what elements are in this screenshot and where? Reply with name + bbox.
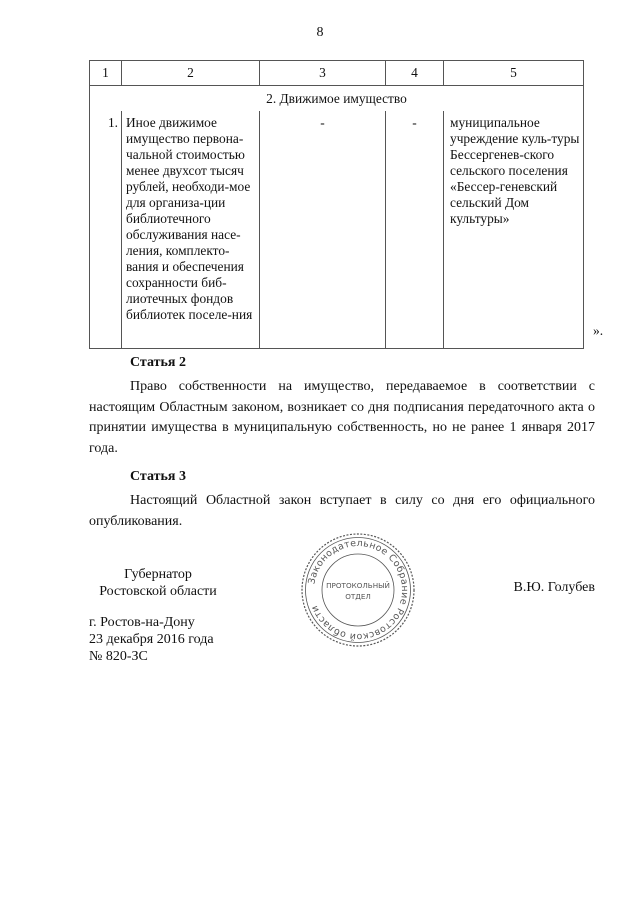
col3-value: - <box>260 111 386 349</box>
role-line-1: Губернатор <box>124 567 192 582</box>
seal-ring-text: Законодательное Собрание Ростовской области <box>306 537 411 643</box>
article-2-title: Статья 2 <box>130 355 186 370</box>
header-cell: 4 <box>386 61 444 86</box>
signatory-role <box>89 566 227 600</box>
place-date-block <box>89 614 214 665</box>
property-table <box>89 60 584 349</box>
header-cell: 5 <box>444 61 584 86</box>
law-number: № 820-ЗС <box>89 649 148 664</box>
article-3-text: Настоящий Областной закон вступает в силу со дня его официального опубликования. <box>89 493 595 529</box>
role-line-2: Ростовской области <box>99 584 217 599</box>
header-cell: 1 <box>90 61 122 86</box>
section-title: 2. Движимое имущество <box>90 86 584 112</box>
signing-date: 23 декабря 2016 года <box>89 632 214 647</box>
property-name: Иное движимое имущество первона-чальной стоимостью менее двухсот тысяч рублей, необходи-мое для организа-ции библиотечного обслуживания насе-ления, комплекто-вания и обеспечения сохранности биб-лиотечных фондов библиотек поселе-ния <box>122 111 260 349</box>
signatory-name: В.Ю. Голубев <box>513 580 595 595</box>
article-3-title: Статья 3 <box>130 469 186 484</box>
table-row <box>90 111 584 349</box>
seal-center-line-1: ПРОТОКОЛЬНЫЙ <box>326 581 390 590</box>
seal-center-line-2: ОТДЕЛ <box>345 592 371 601</box>
city: г. Ростов-на-Дону <box>89 615 195 630</box>
table-section-row <box>90 86 584 112</box>
closing-quote: ». <box>593 323 604 338</box>
article-2-text: Право собственности на имущество, передаваемое в соответствии с настоящим Областным законом, возникает со дня подписания передаточного акта о принятии имущества в муниципальную собственность, но не ранее 1 января 2017 года. <box>89 379 595 456</box>
page-number: 8 <box>316 25 324 40</box>
header-cell: 3 <box>260 61 386 86</box>
official-seal <box>300 532 416 648</box>
table-header-row <box>90 61 584 86</box>
col4-value: - <box>386 111 444 349</box>
recipient-organization: муниципальное учреждение куль-туры Бессергенев-ского сельского поселения «Бессер-геневский сельский Дом культуры» <box>444 111 584 349</box>
header-cell: 2 <box>122 61 260 86</box>
row-number: 1. <box>90 111 122 349</box>
